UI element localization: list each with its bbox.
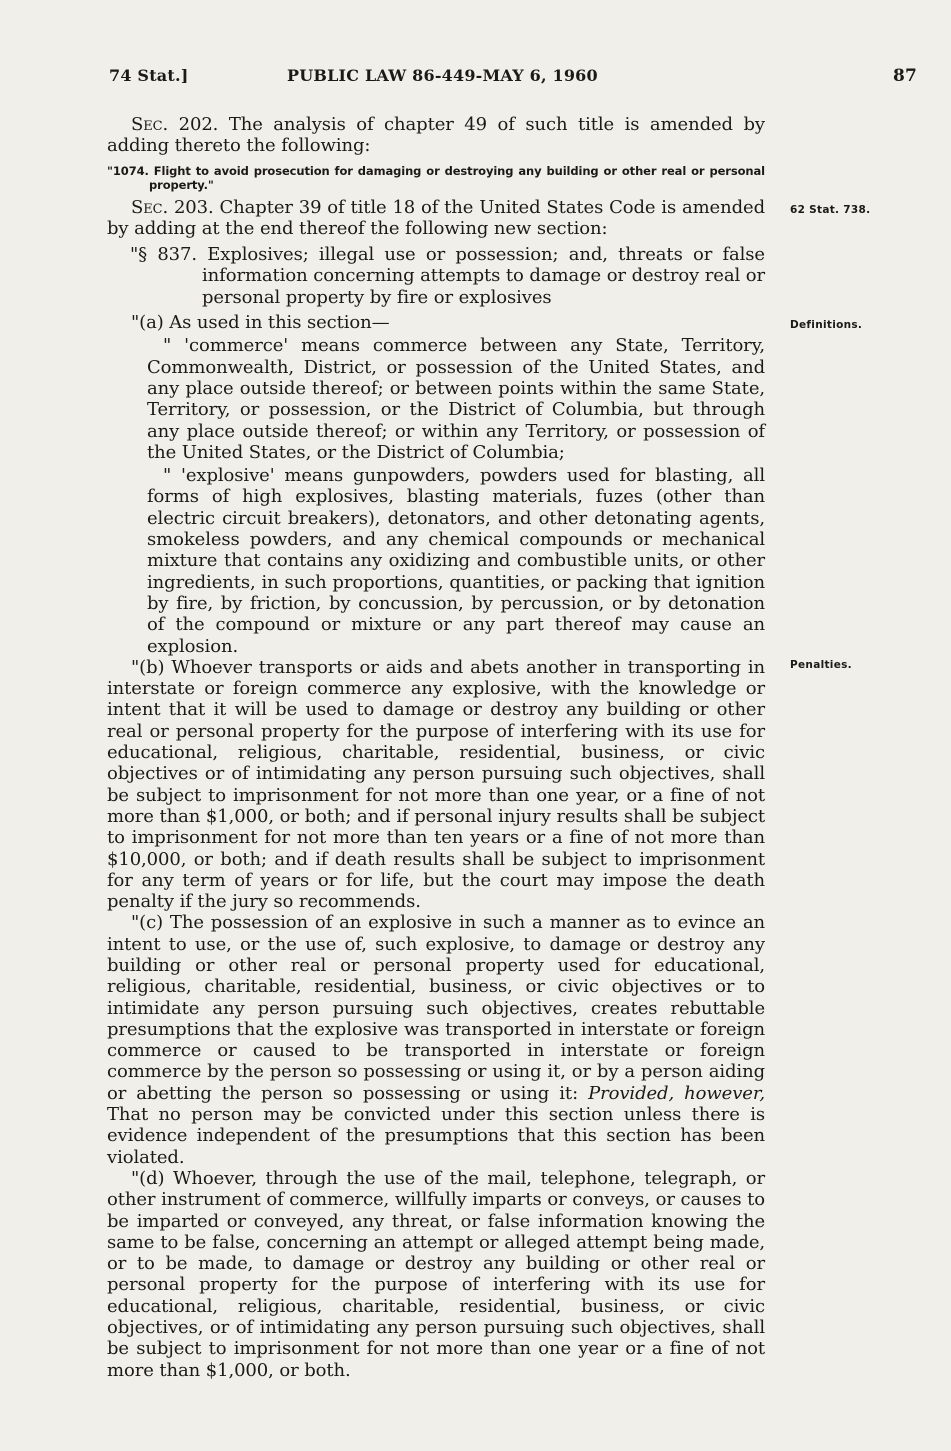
subsection-b: "(b) Whoever transports or aids and abets another in transporting in interstate or foreign commerce any explosive, with the knowledge or intent that it will be used to damage or destroy any building or other real or personal property for the purpose of interfering with its use for educational, religious, charitable, residential, business, or civic objectives or of intimidating any person pursuing such objectives, shall be subject to imprisonment for not more than one year, or a fine of not more than $1,000, or both; and if personal injury results shall be subject to imprisonment for not more than ten years or a fine of not more than $10,000, or both; and if death results shall be subject to imprisonment for any term of years or for life, but the court may impose the death penalty if the jury so recommends. bbox=[107, 656, 765, 913]
subsection-d: "(d) Whoever, through the use of the mail, telephone, telegraph, or other instrument of commerce, willfully imparts or conveys, or causes to be imparted or conveyed, any threat, or false information knowing the same to be false, concerning an attempt or alleged attempt being made, or to be made, to damage or destroy any building or other real or personal property for the purpose of interfering with its use for educational, religious, charitable, residential, business, or civic objectives, or of intimidating any person pursuing such objectives, shall be subject to imprisonment for not more than one year or a fine of not more than $1,000, or both. bbox=[107, 1167, 765, 1381]
section-label: Sec. bbox=[131, 114, 169, 135]
section-label: Sec. bbox=[131, 196, 169, 218]
section-203: Sec. 203. Chapter 39 of title 18 of the United States Code is amended by adding at the end thereof the following new section: bbox=[107, 196, 765, 239]
section-837-heading: "§ 837. Explosives; illegal use or possession; and, threats or false information concerning attempts to damage or destroy real or personal property by fire or explosives bbox=[130, 244, 765, 308]
proviso-italic: Provided, however, bbox=[588, 1082, 766, 1104]
subsection-a-intro: "(a) As used in this section— bbox=[131, 312, 390, 334]
header-title: PUBLIC LAW 86-449-MAY 6, 1960 bbox=[287, 66, 598, 85]
subsection-c: "(c) The possession of an explosive in such a manner as to evince an intent to use, or the use of, such explosive, to damage or destroy any building or other real or personal property used for educational, religious, charitable, residential, business, or civic objectives or to intimidate any person pursuing such objectives, creates rebuttable presumptions that the explosive was transported in interstate or foreign commerce or caused to be transported in interstate or foreign commerce by the person so possessing or using it, or by a person aiding or abetting the person so possessing or using it: Provided, however, That no person may be convicted under this section unless there is evidence independent of the presumptions that this section has been violated. bbox=[107, 912, 766, 1168]
body-text bbox=[107, 114, 765, 1381]
analysis-entry: "1074. Flight to avoid prosecution for damaging or destroying any building or other real or personal property." bbox=[107, 163, 765, 192]
header-stat-reference: 74 Stat.] bbox=[109, 66, 189, 85]
margin-note-penalties: Penalties. bbox=[790, 659, 852, 671]
margin-note-stat-738: 62 Stat. 738. bbox=[790, 204, 871, 216]
definition-explosive: " 'explosive' means gunpowders, powders used for blasting, all forms of high explosives, blasting materials, fuzes (other than electric circuit breakers), detonators, and other detonating agents, smokeless powders, and any chemical compounds or mechanical mixture that contains any oxidizing and combustible units, or other ingredients, in such proportions, quantities, or packing that ignition by fire, by friction, by concussion, by percussion, or by detonation of the compound or mixture or any part thereof may cause an explosion. bbox=[147, 465, 765, 657]
definition-commerce: " 'commerce' means commerce between any State, Territory, Commonwealth, District, or possession of the United States, and any place outside thereof; or between points within the same State, Territory, or possession, or the District of Columbia, but through any place outside thereof; or within any Territory, or possession of the United States, or the District of Columbia; bbox=[147, 335, 765, 463]
page-number: 87 bbox=[893, 66, 918, 86]
margin-note-definitions: Definitions. bbox=[790, 319, 863, 331]
section-202: Sec. 202. The analysis of chapter 49 of such title is amended by adding thereto the following: bbox=[107, 114, 765, 157]
